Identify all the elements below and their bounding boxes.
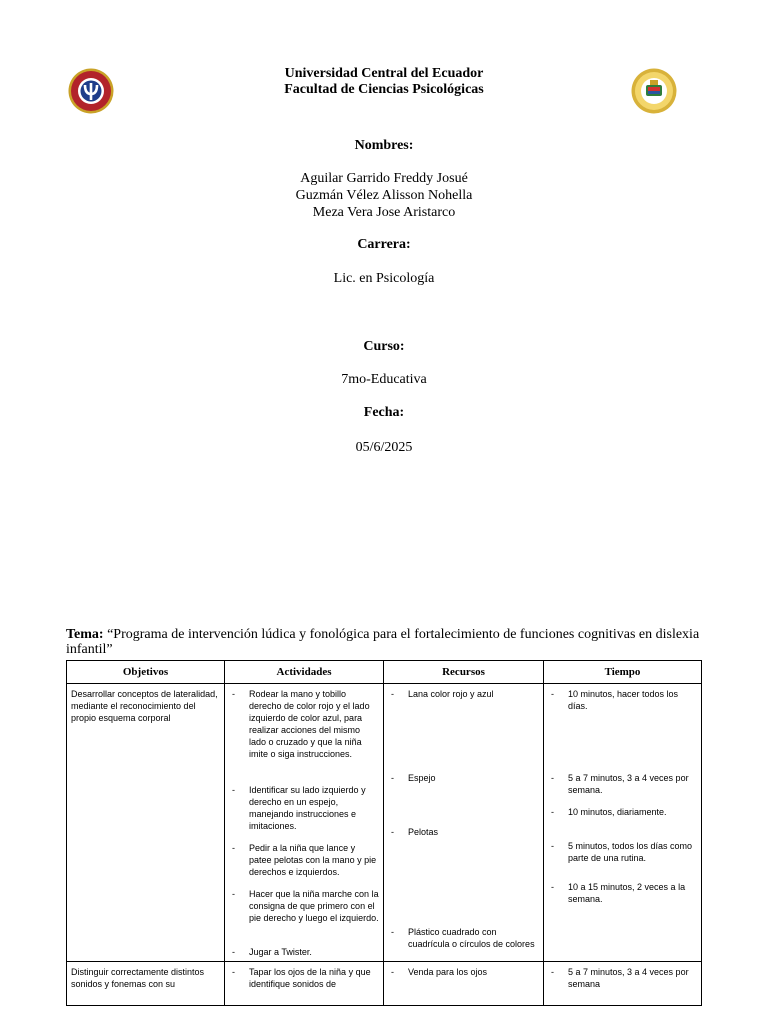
time-cell [544,962,702,1006]
activity-item: - Pedir a la niña que lance y patee pelotas con la mano y pie derechos e izquierdos. [229,842,379,878]
time-item: - 10 a 15 minutos, 2 veces a la semana. [548,881,697,905]
career-label: Carrera: [357,237,411,252]
column-header: Recursos [384,661,544,684]
topic-label: Tema: [66,627,104,642]
activity-item: - Hacer que la niña marche con la consigna de que primero con el pie derecho y luego el izquierdo. [229,888,379,936]
column-header: Objetivos [67,661,225,684]
time-item: - 5 minutos, todos los días como parte de una rutina. [548,840,697,864]
resources-cell [384,962,544,1006]
faculty-name: Facultad de Ciencias Psicológicas [284,82,484,97]
career-value: Lic. en Psicología [333,271,435,286]
resource-item: - Venda para los ojos [388,966,539,978]
names-list [0,170,768,221]
activity-item: - Rodear la mano y tobillo derecho de color rojo y el lado izquierdo de color azul, para realizar acciones del mismo lado o cruzado y que la niña imite o siga instrucciones. [229,688,379,772]
activity-item: - Jugar a Twister. [229,946,379,958]
objective-text: Distinguir correctamente distintos sonidos y fonemas con su [71,967,205,989]
topic [66,627,706,657]
resource-item: - Pelotas [388,826,539,838]
activities-cell [225,962,384,1006]
time-cell [544,684,702,962]
activity-item: - Identificar su lado izquierdo y derecho en un espejo, manejando instrucciones e imitaciones. [229,784,379,832]
resource-item: - Lana color rojo y azul [388,688,539,700]
table-row [67,962,702,1006]
name-item: Meza Vera Jose Aristarco [312,205,456,220]
resource-item: - Plástico cuadrado con cuadrícula o círculos de colores [388,926,539,950]
column-header: Actividades [225,661,384,684]
objective-text: Desarrollar conceptos de lateralidad, mediante el reconocimiento del propio esquema corporal [71,689,218,723]
time-item: - 10 minutos, hacer todos los días. [548,688,697,712]
intervention-table [66,660,702,1006]
course-label: Curso: [363,339,405,354]
university-name: Universidad Central del Ecuador [284,66,484,81]
time-item: - 5 a 7 minutos, 3 a 4 veces por semana [548,966,697,990]
table-row [67,684,702,962]
time-item: - 5 a 7 minutos, 3 a 4 veces por semana. [548,772,697,796]
name-item: Aguilar Garrido Freddy Josué [300,171,468,186]
topic-text: “Programa de intervención lúdica y fonológica para el fortalecimiento de funciones cognitivas en dislexia infantil” [66,627,700,657]
date-value: 05/6/2025 [355,440,413,455]
course-value: 7mo-Educativa [341,372,427,387]
date-label: Fecha: [363,405,405,420]
table-header-row [67,661,702,684]
activity-item: - Tapar los ojos de la niña y que identifique sonidos de [229,966,379,990]
time-item: - 10 minutos, diariamente. [548,806,697,818]
activities-cell [225,684,384,962]
resource-item: - Espejo [388,772,539,784]
names-label: Nombres: [354,138,414,153]
institution-header [0,66,768,98]
objective-cell [67,962,225,1006]
objective-cell [67,684,225,962]
column-header: Tiempo [544,661,702,684]
resources-cell [384,684,544,962]
name-item: Guzmán Vélez Alisson Nohella [295,188,473,203]
